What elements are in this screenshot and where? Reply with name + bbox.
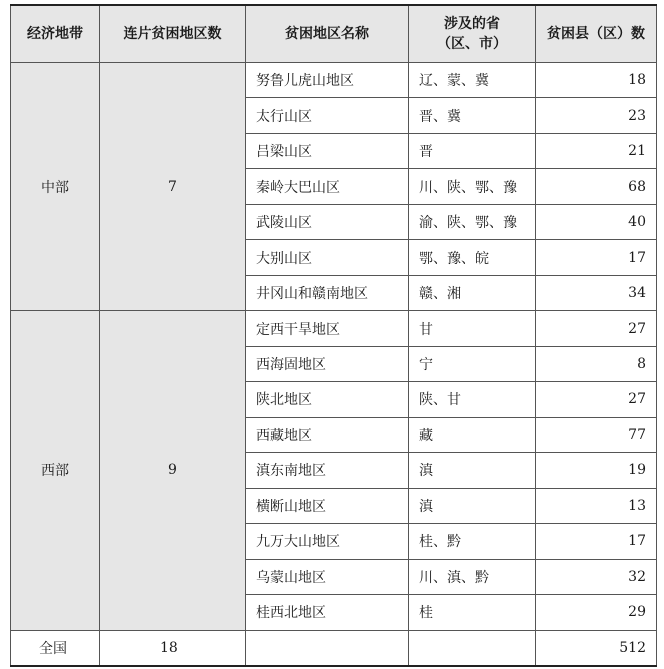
name-cell: 太行山区 bbox=[246, 98, 409, 133]
provinces-cell: 桂、黔 bbox=[409, 524, 536, 559]
provinces-cell: 陕、甘 bbox=[409, 382, 536, 417]
counties-cell: 27 bbox=[536, 382, 657, 417]
table-row bbox=[11, 63, 657, 98]
table-row bbox=[11, 311, 657, 346]
count-cell: 9 bbox=[100, 311, 246, 630]
header-count: 连片贫困地区数 bbox=[100, 5, 246, 63]
header-provinces-line1: 涉及的省 bbox=[444, 16, 500, 32]
header-name: 贫困地区名称 bbox=[246, 5, 409, 63]
zone-cell: 西部 bbox=[11, 311, 100, 630]
counties-cell: 77 bbox=[536, 417, 657, 452]
counties-cell: 32 bbox=[536, 559, 657, 594]
name-cell: 大别山区 bbox=[246, 240, 409, 275]
counties-cell: 21 bbox=[536, 133, 657, 168]
name-cell: 井冈山和赣南地区 bbox=[246, 275, 409, 310]
counties-cell: 18 bbox=[536, 63, 657, 98]
name-cell: 定西干旱地区 bbox=[246, 311, 409, 346]
counties-cell: 17 bbox=[536, 524, 657, 559]
total-count-cell: 18 bbox=[100, 630, 246, 666]
counties-cell: 29 bbox=[536, 595, 657, 630]
name-cell: 吕梁山区 bbox=[246, 133, 409, 168]
provinces-cell: 辽、蒙、冀 bbox=[409, 63, 536, 98]
provinces-cell: 宁 bbox=[409, 346, 536, 381]
poverty-regions-table bbox=[10, 4, 657, 667]
counties-cell: 8 bbox=[536, 346, 657, 381]
provinces-cell: 滇 bbox=[409, 453, 536, 488]
provinces-cell: 川、陕、鄂、豫 bbox=[409, 169, 536, 204]
header-row bbox=[11, 5, 657, 63]
count-cell: 7 bbox=[100, 63, 246, 311]
name-cell: 西海固地区 bbox=[246, 346, 409, 381]
name-cell: 秦岭大巴山区 bbox=[246, 169, 409, 204]
name-cell: 陕北地区 bbox=[246, 382, 409, 417]
provinces-cell: 渝、陕、鄂、豫 bbox=[409, 204, 536, 239]
provinces-cell: 晋 bbox=[409, 133, 536, 168]
counties-cell: 23 bbox=[536, 98, 657, 133]
name-cell: 滇东南地区 bbox=[246, 453, 409, 488]
counties-cell: 68 bbox=[536, 169, 657, 204]
name-cell: 西藏地区 bbox=[246, 417, 409, 452]
provinces-cell: 鄂、豫、皖 bbox=[409, 240, 536, 275]
name-cell: 乌蒙山地区 bbox=[246, 559, 409, 594]
provinces-cell: 晋、冀 bbox=[409, 98, 536, 133]
provinces-cell: 甘 bbox=[409, 311, 536, 346]
total-provinces-cell bbox=[409, 630, 536, 666]
header-counties: 贫困县（区）数 bbox=[536, 5, 657, 63]
name-cell: 横断山地区 bbox=[246, 488, 409, 523]
header-provinces-line2: （区、市） bbox=[437, 36, 507, 52]
total-counties-cell: 512 bbox=[536, 630, 657, 666]
header-provinces bbox=[409, 5, 536, 63]
counties-cell: 34 bbox=[536, 275, 657, 310]
total-zone-cell: 全国 bbox=[11, 630, 100, 666]
header-zone: 经济地带 bbox=[11, 5, 100, 63]
counties-cell: 13 bbox=[536, 488, 657, 523]
counties-cell: 40 bbox=[536, 204, 657, 239]
counties-cell: 17 bbox=[536, 240, 657, 275]
zone-cell: 中部 bbox=[11, 63, 100, 311]
provinces-cell: 滇 bbox=[409, 488, 536, 523]
name-cell: 努鲁儿虎山地区 bbox=[246, 63, 409, 98]
counties-cell: 19 bbox=[536, 453, 657, 488]
name-cell: 武陵山区 bbox=[246, 204, 409, 239]
total-row bbox=[11, 630, 657, 666]
provinces-cell: 藏 bbox=[409, 417, 536, 452]
counties-cell: 27 bbox=[536, 311, 657, 346]
name-cell: 桂西北地区 bbox=[246, 595, 409, 630]
total-name-cell bbox=[246, 630, 409, 666]
provinces-cell: 桂 bbox=[409, 595, 536, 630]
provinces-cell: 川、滇、黔 bbox=[409, 559, 536, 594]
name-cell: 九万大山地区 bbox=[246, 524, 409, 559]
provinces-cell: 赣、湘 bbox=[409, 275, 536, 310]
